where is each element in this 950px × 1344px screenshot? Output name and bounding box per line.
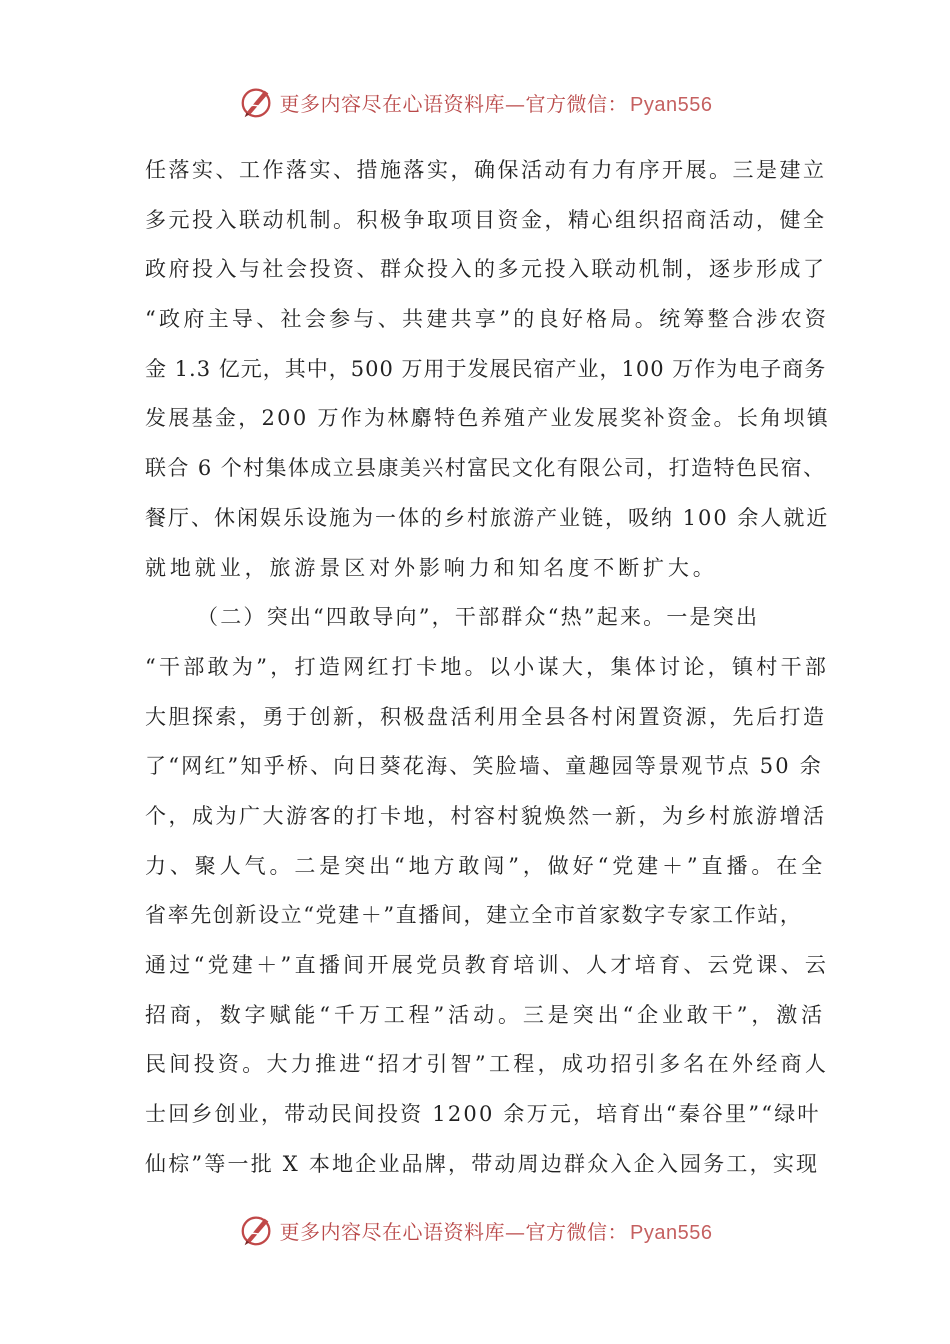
watermark-text: 更多内容尽在心语资料库—官方微信： Pyan556 (279, 91, 713, 116)
text-line: 通过“党建＋”直播间开展党员教育培训、人才培育、云党课、云 (145, 953, 830, 977)
text-line: 招商，数字赋能“千万工程”活动。三是突出“企业敢干”，激活 (145, 1002, 827, 1027)
text-line: 了“网红”知乎桥、向日葵花海、笑脸墙、童趣园等景观节点 50 余 (145, 754, 823, 779)
text-line: 民间投资。大力推进“招才引智”工程，成功招引多名在外经商人 (145, 1052, 830, 1077)
pen-logo-icon (238, 83, 276, 121)
text-line: 多元投入联动机制。积极争取项目资金，精心组织招商活动，健全 (145, 207, 827, 232)
text-line: 力、聚人气。二是突出“地方敢闯”，做好“党建＋”直播。在全 (145, 853, 827, 878)
article-body (145, 146, 831, 1189)
pen-logo-icon (238, 1211, 276, 1249)
text-line: 就地就业，旅游景区对外影响力和知名度不断扩大。 (145, 555, 718, 580)
text-line: 士回乡创业，带动民间投资 1200 余万元，培育出“秦谷里”“绿叶 (145, 1102, 821, 1127)
footer-watermark (0, 1210, 950, 1250)
text-line: 联合 6 个村集体成立县康美兴村富民文化有限公司，打造特色民宿、 (145, 456, 826, 481)
text-line: 餐厅、休闲娱乐设施为一体的乡村旅游产业链，吸纳 100 余人就近 (145, 505, 830, 530)
text-line: 省率先创新设立“党建＋”直播间，建立全市首家数字专家工作站， (145, 903, 803, 928)
watermark-text: 更多内容尽在心语资料库—官方微信： Pyan556 (279, 1219, 713, 1244)
text-line: 金 1.3 亿元，其中，500 万用于发展民宿产业，100 万作为电子商务 (145, 356, 827, 381)
paragraph-start-line: （二）突出“四敢导向”，干部群众“热”起来。一是突出 (197, 605, 760, 630)
text-line: 任落实、工作落实、措施落实，确保活动有力有序开展。三是建立 (145, 158, 827, 182)
text-line: 个，成为广大游客的打卡地，村容村貌焕然一新，为乡村旅游增活 (145, 803, 827, 828)
text-line: 仙棕”等一批 X 本地企业品牌，带动周边群众入企入园务工，实现 (145, 1151, 820, 1176)
text-line: “干部敢为”，打造网红打卡地。以小谋大，集体讨论，镇村干部 (145, 654, 830, 679)
text-line: 发展基金，200 万作为林麝特色养殖产业发展奖补资金。长角坝镇 (145, 406, 831, 431)
text-line: 大胆探索，勇于创新，积极盘活利用全县各村闲置资源，先后打造 (145, 704, 827, 729)
header-watermark (0, 82, 950, 122)
text-line: 政府投入与社会投资、群众投入的多元投入联动机制，逐步形成了 (145, 257, 827, 282)
text-line: “政府主导、社会参与、共建共享”的良好格局。统筹整合涉农资 (145, 307, 830, 332)
